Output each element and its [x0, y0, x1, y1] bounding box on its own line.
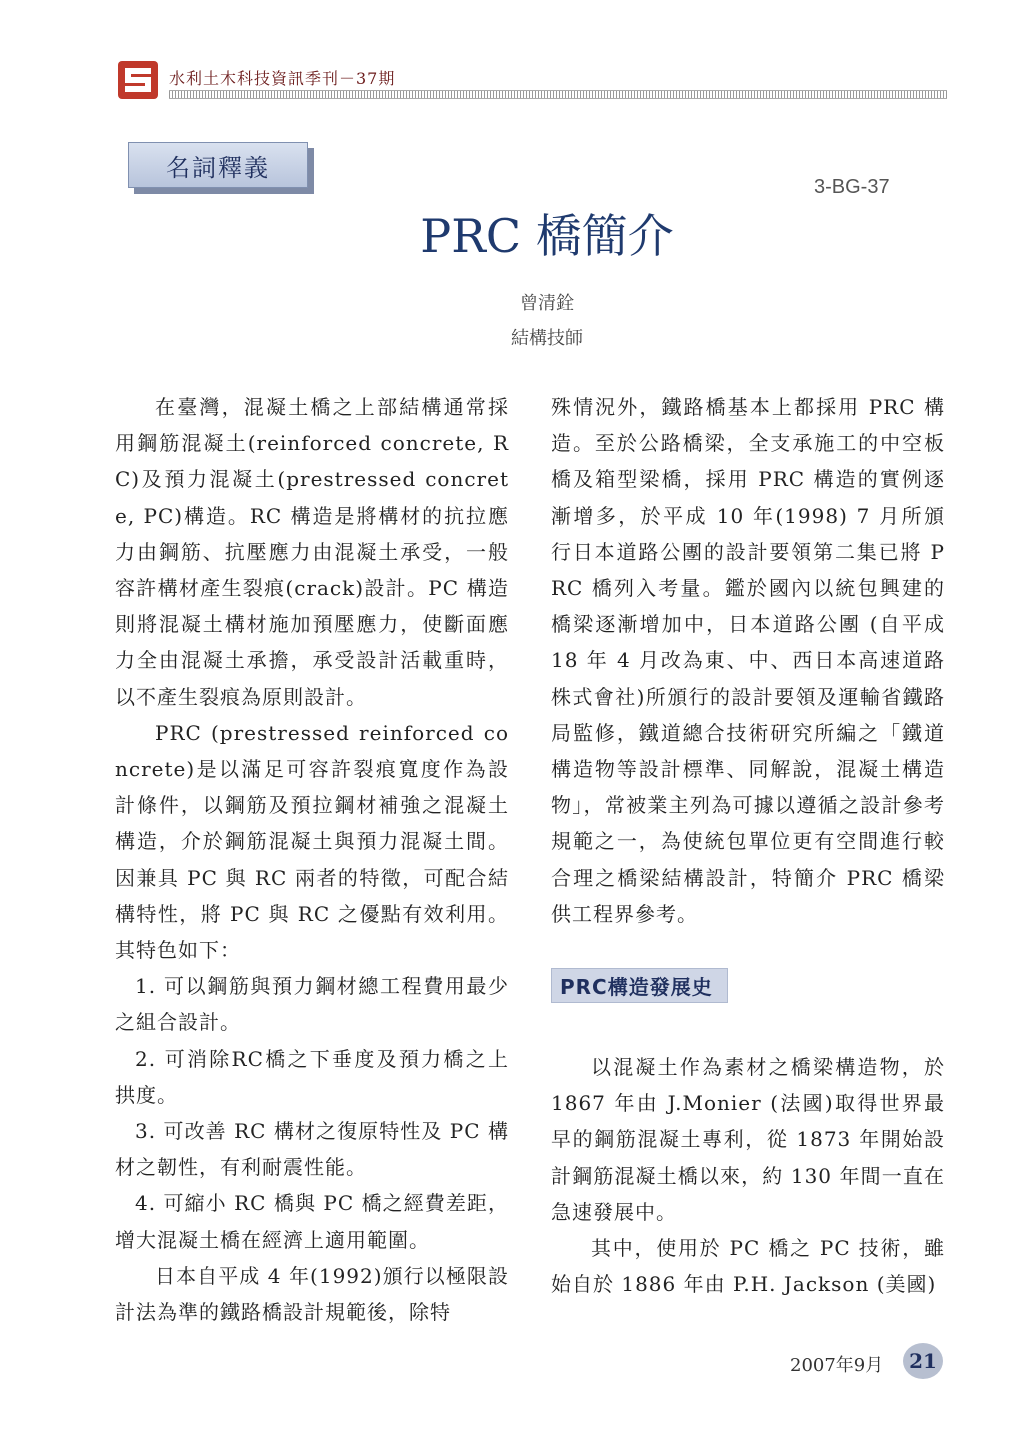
page-number: 21 [903, 1343, 943, 1379]
author-role: 結構技師 [511, 328, 583, 349]
journal-header [117, 60, 947, 102]
issue-date: 2007年9月 [790, 1355, 884, 1376]
paragraph: 殊情況外，鐵路橋基本上都採用 PRC 構造。至於公路橋梁，全支承施工的中空板橋及箱型梁橋，採用 PRC 構造的實例逐漸增多，於平成 10 年(1998) 7 月所頒行日本道路公團的設計要領第二集已將 PRC 橋列入考量。鑑於國內以統包興建的橋梁逐漸增加中，日本道路公團 (自平成 18 年 4 月改為東、中、西日本高速道路株式會社)所頒行的設計要領及運輸省鐵路局監修，鐵道總合技術研究所編之「鐵道構造物等設計標準、同解說，混凝土構造物」，常被業主列為可據以遵循之設計參考規範之一，為使統包單位更有空間進行較合理之橋梁結構設計，特簡介 PRC 橋梁供工程界參考。 [551, 395, 945, 926]
journal-logo-icon [117, 60, 159, 100]
article-code: 3-BG-37 [814, 176, 890, 198]
list-item: 4. 可縮小 RC 橋與 PC 橋之經費差距，增大混凝土橋在經濟上適用範圍。 [115, 1191, 509, 1252]
header-rule [169, 90, 947, 99]
paragraph: 其中，使用於 PC 橋之 PC 技術，雖始自於 1886 年由 P.H. Jackson (美國) [551, 1236, 945, 1297]
list-item: 3. 可改善 RC 構材之復原特性及 PC 構材之韌性，有利耐震性能。 [115, 1119, 509, 1180]
list-item: 2. 可消除RC橋之下垂度及預力橋之上拱度。 [115, 1046, 509, 1107]
list-item: 1. 可以鋼筋與預力鋼材總工程費用最少之組合設計。 [115, 974, 509, 1035]
right-column [551, 389, 945, 1302]
paragraph: 在臺灣，混凝土橋之上部結構通常採用鋼筋混凝土(reinforced concrete, RC)及預力混凝土(prestressed concrete, PC)構造。RC 構造是將構材的抗拉應力由鋼筋、抗壓應力由混凝土承受，一般容許構材產生裂痕(crack)設計。PC 構造則將混凝土構材施加預壓應力，使斷面應力全由混凝土承擔，承受設計活載重時，以不產生裂痕為原則設計。 [115, 395, 509, 709]
paragraph: 以混凝土作為素材之橋梁構造物，於 1867 年由 J.Monier (法國)取得世界最早的鋼筋混凝土專利，從 1873 年開始設計鋼筋混凝土橋以來，約 130 年間一直在急速發展中。 [551, 1055, 945, 1224]
section-category-label: 名詞釋義 [128, 142, 308, 188]
paragraph: PRC (prestressed reinforced concrete)是以滿足可容許裂痕寬度作為設計條件，以鋼筋及預拉鋼材補強之混凝土構造，介於鋼筋混凝土與預力混凝土間。因兼具 PC 與 RC 兩者的特徵，可配合結構特性，將 PC 與 RC 之優點有效利用。其特色如下： [115, 720, 509, 963]
article-title: PRC 橋簡介 [420, 209, 674, 263]
section-heading: PRC構造發展史 [551, 968, 728, 1003]
author-name: 曾清銓 [520, 293, 574, 314]
journal-title: 水利土木科技資訊季刊－37期 [169, 69, 396, 88]
paragraph: 日本自平成 4 年(1992)頒行以極限設計法為準的鐵路橋設計規範後，除特 [115, 1263, 509, 1325]
left-column [115, 389, 509, 1330]
